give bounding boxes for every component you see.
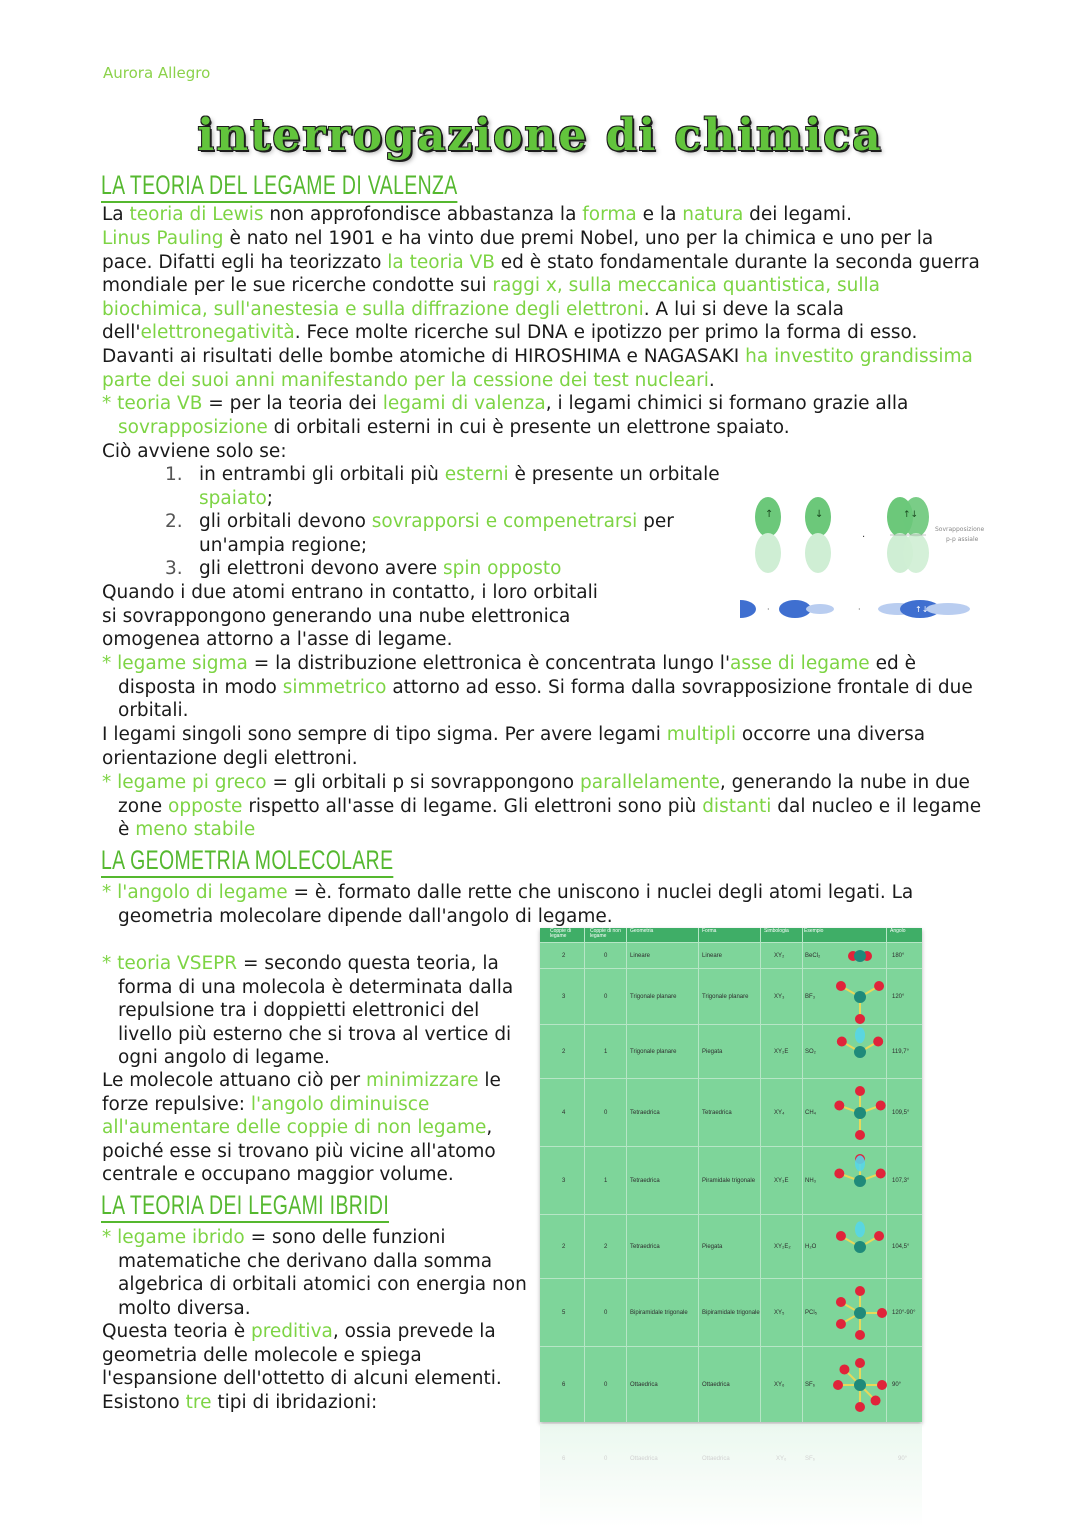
header-cell: Simbologia	[764, 928, 789, 934]
paragraph-preditiva: Questa teoria è preditiva, ossia prevede la geometria delle molecole e spiega l'espansione dell'ottetto di alcuni elementi. Esistono tre tipi di ibridazioni:	[102, 1321, 502, 1413]
table-cell-bond: 3	[562, 1178, 566, 1184]
table-cell-angle: 120°-90°	[892, 1310, 916, 1316]
table-cell-geometry: Trigonale planare	[630, 994, 677, 1000]
svg-text:↑↓: ↑↓	[903, 510, 919, 520]
bullet-vsepr: * teoria VSEPR = secondo questa teoria, la forma di una molecola è determinata dalla repulsione tra i doppietti elettronici del livello più esterno che si trova al vertice di ogni angolo di legame.	[102, 953, 514, 1069]
table-cell-angle: 119,7°	[892, 1049, 909, 1055]
table-cell-example: SF₆	[805, 1382, 816, 1388]
table-cell-geometry: Ottaedrica	[630, 1382, 658, 1388]
orbital-note: Sovrapposizione	[935, 526, 985, 533]
p-orbital-up-icon	[755, 497, 781, 573]
vsepr-table	[540, 928, 922, 1422]
overlap-orbital-icon	[887, 497, 929, 573]
reflection-cell: XY₆	[776, 1456, 787, 1462]
table-cell-shape: Piegata	[702, 1244, 723, 1250]
reflection-cell: 90°	[898, 1456, 908, 1462]
table-cell-example: BeCl₂	[805, 953, 821, 959]
table-cell-example: H₂O	[805, 1244, 817, 1250]
table-cell-shape: Tetraedrica	[702, 1110, 732, 1116]
table-cell-angle: 104,5°	[892, 1244, 910, 1250]
bullet-angolo-legame: * l'angolo di legame = è. formato dalle rette che uniscono i nuclei degli atomi legati. La geometria molecolare dipende dall'angolo di legame.	[102, 882, 914, 927]
section-title-geometria: LA GEOMETRIA MOLECOLARE	[101, 845, 393, 878]
reflection-cell: Ottaedrica	[630, 1456, 658, 1462]
molecule-model-icon	[830, 1079, 890, 1147]
table-cell-shape: Ottaedrica	[702, 1382, 730, 1388]
table-cell-bond: 4	[562, 1110, 566, 1116]
section-title-ibridi: LA TEORIA DEI LEGAMI IBRIDI	[101, 1190, 389, 1223]
table-row	[540, 1214, 922, 1279]
table-cell-symbol: XY₂E	[774, 1049, 789, 1055]
paragraph-pauling: Linus Pauling è nato nel 1901 e ha vinto due premi Nobel, uno per la chimica e uno per la pace. Difatti egli ha teorizzato la teoria VB ed è stato fondamentale durante la seconda guerra mondiale per le sue ricerche condotte sui raggi x, sulla meccanica quantistica, sulla biochimica, sull'anestesia e sulla diffrazione degli elettroni. A lui si deve la scala dell'elettronegatività. Fece molte ricerche sul DNA e ipotizzo per primo la forma di esso.	[102, 228, 980, 344]
header-cell: Geometria	[630, 928, 654, 934]
paragraph-condition: Ciò avviene solo se:	[102, 441, 287, 462]
table-cell-geometry: Tetraedrica	[630, 1178, 660, 1184]
list-item: 1. in entrambi gli orbitali più esterni è presente un orbitale spaiato;	[165, 464, 720, 509]
reflection-cell: 6	[562, 1456, 566, 1462]
table-cell-geometry: Bipiramidale trigonale	[630, 1310, 688, 1316]
molecule-model-icon	[830, 969, 890, 1025]
header-cell: Angolo	[890, 928, 906, 934]
molecule-model-icon	[830, 1279, 890, 1347]
paragraph-legami-singoli: I legami singoli sono sempre di tipo sigma. Per avere legami multipli occorre una diversa orientazione degli elettroni.	[102, 724, 926, 769]
p-orbital-down-icon	[805, 497, 831, 573]
svg-text:↓: ↓	[815, 509, 824, 520]
table-row	[540, 1024, 922, 1079]
paragraph-contatto: Quando i due atomi entrano in contatto, i loro orbitali si sovrappongono generando una nube elettronica omogenea attorno a l'asse di legame.	[102, 582, 598, 651]
table-cell-bond: 2	[562, 1244, 566, 1250]
table-cell-example: SO₂	[805, 1049, 816, 1055]
table-cell-geometry: Tetraedrica	[630, 1244, 660, 1250]
table-cell-geometry: Lineare	[630, 953, 651, 959]
table-row	[540, 1146, 922, 1215]
table-cell-shape: Piegata	[702, 1049, 723, 1055]
table-cell-angle: 90°	[892, 1382, 902, 1388]
header-cell: Coppie di non legame	[590, 928, 621, 939]
svg-text:·: ·	[767, 605, 770, 614]
table-row	[540, 1078, 922, 1147]
table-cell-angle: 109,5°	[892, 1110, 910, 1116]
bullet-legame-ibrido: * legame ibrido = sono delle funzioni matematiche che derivano dalla somma algebrica di orbitali atomici con energia non molto diversa.	[102, 1227, 527, 1319]
table-cell-lone: 1	[604, 1178, 608, 1184]
table-cell-shape: Trigonale planare	[702, 994, 749, 1000]
table-cell-shape: Bipiramidale trigonale	[702, 1310, 760, 1316]
list-item: 2. gli orbitali devono sovrapporsi e compenetrarsi per un'ampia regione;	[165, 511, 674, 556]
molecule-model-icon	[830, 943, 890, 969]
table-row	[540, 968, 922, 1025]
table-row	[540, 1346, 922, 1422]
table-cell-geometry: Trigonale planare	[630, 1049, 677, 1055]
molecule-model-icon	[830, 1147, 890, 1215]
paragraph-minimizzare: Le molecole attuano ciò per minimizzare le forze repulsive: l'angolo diminuisce all'aumentare delle coppie di non legame, poiché esse si trovano più vicine all'atomo centrale e occupano maggior volume.	[102, 1070, 501, 1186]
table-cell-lone: 0	[604, 953, 608, 959]
svg-text:·: ·	[862, 532, 866, 543]
table-cell-symbol: XY₂	[774, 953, 785, 959]
molecule-model-icon	[830, 1025, 890, 1079]
table-cell-example: CH₄	[805, 1110, 817, 1116]
table-cell-example: PCl₅	[805, 1310, 818, 1316]
table-cell-lone: 2	[604, 1244, 608, 1250]
table-cell-lone: 0	[604, 1110, 608, 1116]
paragraph-lewis: La teoria di Lewis non approfondisce abbastanza la forma e la natura dei legami.	[102, 204, 852, 225]
table-cell-symbol: XY₂E₂	[774, 1244, 791, 1250]
reflection-cell: SF₆	[805, 1456, 816, 1462]
table-cell-angle: 180°	[892, 953, 905, 959]
molecule-model-icon	[830, 1215, 890, 1279]
table-cell-example: BF₃	[805, 994, 816, 1000]
table-header	[540, 928, 922, 942]
table-cell-bond: 2	[562, 1049, 566, 1055]
table-cell-bond: 6	[562, 1382, 566, 1388]
list-item: 3. gli elettroni devono avere spin opposto	[165, 558, 562, 580]
table-reflection	[540, 1424, 922, 1527]
svg-text:↑: ↑	[765, 509, 774, 520]
section-title-valenza: LA TEORIA DEL LEGAME DI VALENZA	[101, 170, 458, 203]
orbital-note: p-p assiale	[946, 536, 979, 543]
table-row	[540, 942, 922, 969]
paragraph-hiroshima: Davanti ai risultati delle bombe atomiche di HIROSHIMA e NAGASAKI ha investito grandissima parte dei suoi anni manifestando per la cessione dei test nucleari.	[102, 346, 973, 391]
table-cell-geometry: Tetraedrica	[630, 1110, 660, 1116]
table-cell-symbol: XY₃	[774, 994, 785, 1000]
bullet-teoria-vb: * teoria VB = per la teoria dei legami di valenza, i legami chimici si formano grazie alla sovrapposizione di orbitali esterni in cui è presente un elettrone spaiato.	[102, 393, 909, 438]
svg-text:·: ·	[858, 605, 861, 614]
table-cell-angle: 107,3°	[892, 1178, 910, 1184]
table-cell-example: NH₃	[805, 1178, 817, 1184]
s-orbital-horizontal-icon	[740, 600, 970, 618]
header-cell: Forma	[702, 928, 717, 934]
svg-text:↑↓: ↑↓	[915, 605, 929, 614]
bullet-legame-sigma: * legame sigma = la distribuzione elettronica è concentrata lungo l'asse di legame ed è disposta in modo simmetrico attorno ad esso. Si forma dalla sovrapposizione frontale di due orbitali.	[102, 653, 973, 722]
condition-list	[165, 463, 725, 581]
table-cell-symbol: XY₅	[774, 1310, 785, 1316]
table-cell-symbol: XY₄	[774, 1110, 785, 1116]
header-cell: Esempio	[804, 928, 824, 934]
molecule-model-icon	[830, 1347, 890, 1422]
table-row	[540, 1278, 922, 1347]
reflection-cell: 0	[604, 1456, 608, 1462]
table-cell-lone: 1	[604, 1049, 608, 1055]
table-cell-symbol: XY₃E	[774, 1178, 789, 1184]
table-cell-bond: 5	[562, 1310, 566, 1316]
table-cell-shape: Piramidale trigonale	[702, 1178, 756, 1184]
reflection-cell: Ottaedrica	[702, 1456, 730, 1462]
table-cell-lone: 0	[604, 994, 608, 1000]
table-cell-lone: 0	[604, 1310, 608, 1316]
header-cell: Coppie di legame	[550, 928, 572, 939]
bullet-pi-greco: * legame pi greco = gli orbitali p si sovrappongono parallelamente, generando la nube in due zone opposte rispetto all'asse di legame. Gli elettroni sono più distanti dal nucleo e il legame è meno stabile	[102, 772, 982, 841]
table-cell-lone: 0	[604, 1382, 608, 1388]
page-title: interrogazione di chimica	[197, 110, 883, 161]
table-cell-symbol: XY₆	[774, 1382, 785, 1388]
author-name: Aurora Allegro	[103, 64, 211, 82]
table-cell-angle: 120°	[892, 994, 905, 1000]
orbital-overlap-illustration	[740, 495, 990, 635]
table-cell-bond: 3	[562, 994, 566, 1000]
table-cell-shape: Lineare	[702, 953, 723, 959]
table-cell-bond: 2	[562, 953, 566, 959]
